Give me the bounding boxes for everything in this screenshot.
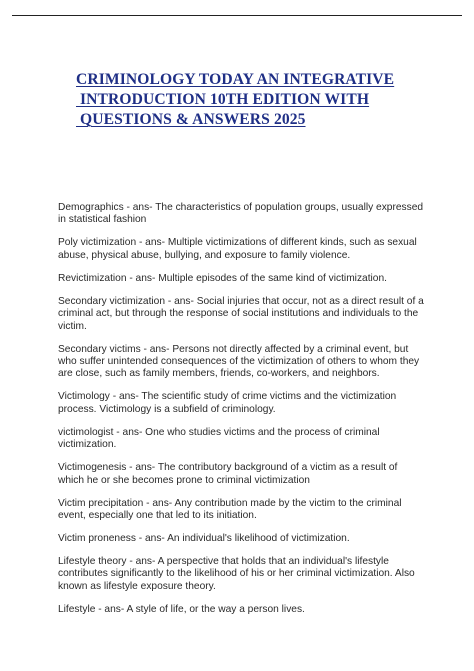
glossary-entry-revictimization: Revictimization - ans- Multiple episodes of the same kind of victimization. [58,272,387,284]
glossary-entry-demographics: Demographics - ans- The characteristics of population groups, usually expressed in statistical fashion [58,202,424,226]
top-rule-divider [12,15,462,16]
glossary-entry-poly-victimization: Poly victimization - ans- Multiple victimizations of different kinds, such as sexual abuse, physical abuse, bullying, and exposure to family violence. [58,237,417,261]
glossary-entry-victimology: Victimology - ans- The scientific study of crime victims and the victimization process. Victimology is a subfield of criminology. [58,391,397,415]
glossary-entry-lifestyle-theory: Lifestyle theory - ans- A perspective that holds that an individual's lifestyle contributes significantly to the likelihood of his or her criminal victimization. Also known as lifestyle exposure theory. [58,556,415,592]
glossary-entry-victim-precipitation: Victim precipitation - ans- Any contribution made by the victim to the criminal event, especially one that led to its initiation. [58,497,402,522]
document-title [76,70,406,130]
title-line-3: QUESTIONS & ANSWERS 2025 [76,111,306,128]
glossary-entry-victimogenesis: Victimogenesis - ans- The contributory background of a victim as a result of which he or she becomes prone to criminal victimization [58,462,398,486]
glossary-entry-lifestyle: Lifestyle - ans- A style of life, or the way a person lives. [58,603,305,615]
glossary-entry-victimologist: victimologist - ans- One who studies victims and the process of criminal victimization. [58,426,380,451]
title-line-1: CRIMINOLOGY TODAY AN INTEGRATIVE [76,71,395,88]
glossary-entry-secondary-victims: Secondary victims - ans- Persons not directly affected by a criminal event, but who suffer unintended consequences of the victimization of others to whom they are close, such as family members, friends, co-workers, and neighbors. [58,343,420,380]
glossary-entries [58,202,426,627]
glossary-entry-secondary-victimization: Secondary victimization - ans- Social injuries that occur, not as a direct result of a criminal act, but through the response of social institutions and individuals to the victim. [58,295,424,332]
glossary-entry-victim-proneness: Victim proneness - ans- An individual's likelihood of victimization. [58,533,350,545]
title-line-2: INTRODUCTION 10TH EDITION WITH [76,91,370,108]
